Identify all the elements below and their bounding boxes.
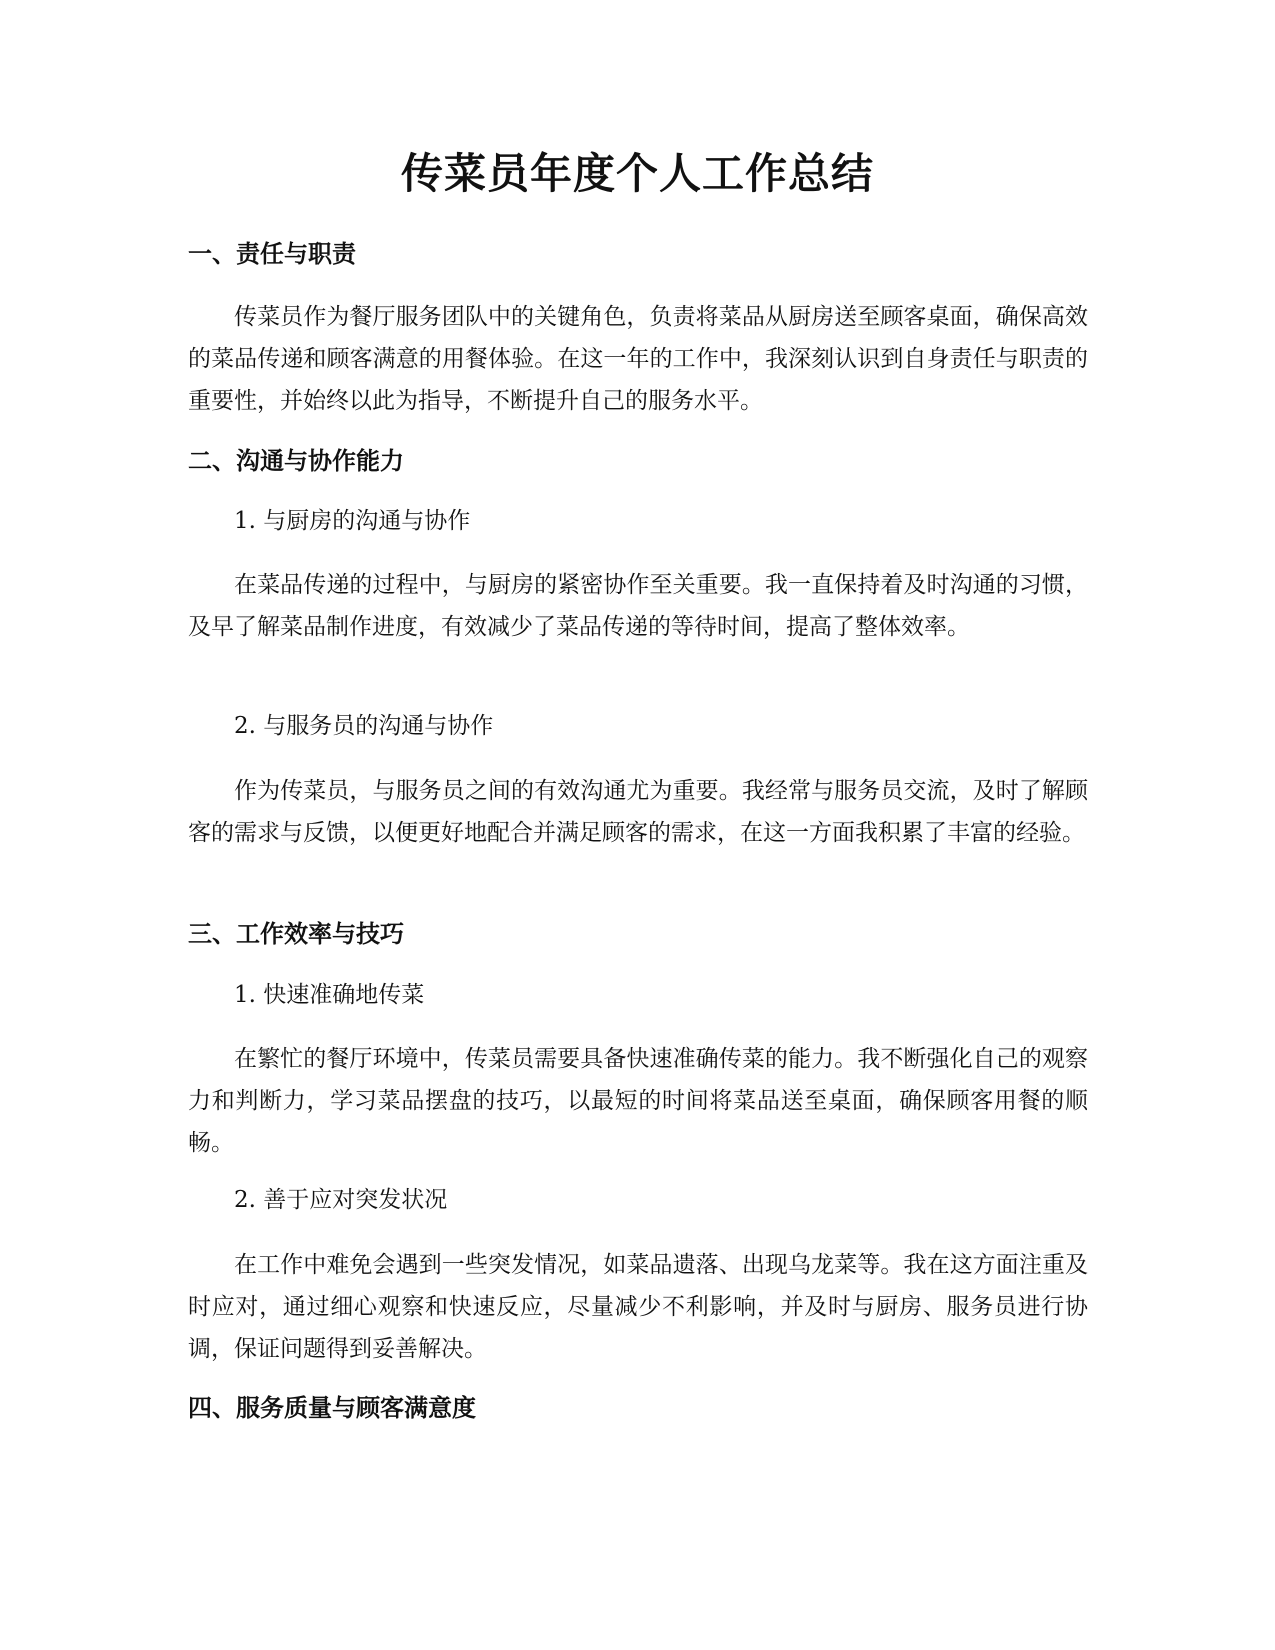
subheading-emergency-handling: 2. 善于应对突发状况 [234,1187,448,1213]
document-title: 传菜员年度个人工作总结 [400,149,874,198]
section-heading-efficiency: 三、工作效率与技巧 [188,920,404,948]
paragraph-emergency-handling: 在工作中难免会遇到一些突发情况，如菜品遗落、出现乌龙菜等。我在这方面注重及时应对，通过细心观察和快速反应，尽量减少不利影响，并及时与厨房、服务员进行协调，保证问题得到妥善解决。 [188,1252,1088,1362]
paragraph-waiter-cooperation: 作为传菜员，与服务员之间的有效沟通尤为重要。我经常与服务员交流，及时了解顾客的需求与反馈，以便更好地配合并满足顾客的需求，在这一方面我积累了丰富的经验。 [188,778,1088,846]
subheading-fast-serving: 1. 快速准确地传菜 [234,982,425,1008]
section-heading-service-quality: 四、服务质量与顾客满意度 [188,1394,476,1422]
paragraph-kitchen-cooperation: 在菜品传递的过程中，与厨房的紧密协作至关重要。我一直保持着及时沟通的习惯，及早了解菜品制作进度，有效减少了菜品传递的等待时间，提高了整体效率。 [188,572,1088,640]
section-paragraph-responsibility: 传菜员作为餐厅服务团队中的关键角色，负责将菜品从厨房送至顾客桌面，确保高效的菜品传递和顾客满意的用餐体验。在这一年的工作中，我深刻认识到自身责任与职责的重要性，并始终以此为指导，不断提升自己的服务水平。 [188,304,1088,414]
section-heading-responsibility: 一、责任与职责 [188,240,356,268]
subheading-waiter-cooperation: 2. 与服务员的沟通与协作 [234,713,494,739]
section-heading-communication: 二、沟通与协作能力 [188,447,404,475]
paragraph-fast-serving: 在繁忙的餐厅环境中，传菜员需要具备快速准确传菜的能力。我不断强化自己的观察力和判断力，学习菜品摆盘的技巧，以最短的时间将菜品送至桌面，确保顾客用餐的顺畅。 [188,1046,1088,1156]
subheading-kitchen-cooperation: 1. 与厨房的沟通与协作 [234,508,471,534]
